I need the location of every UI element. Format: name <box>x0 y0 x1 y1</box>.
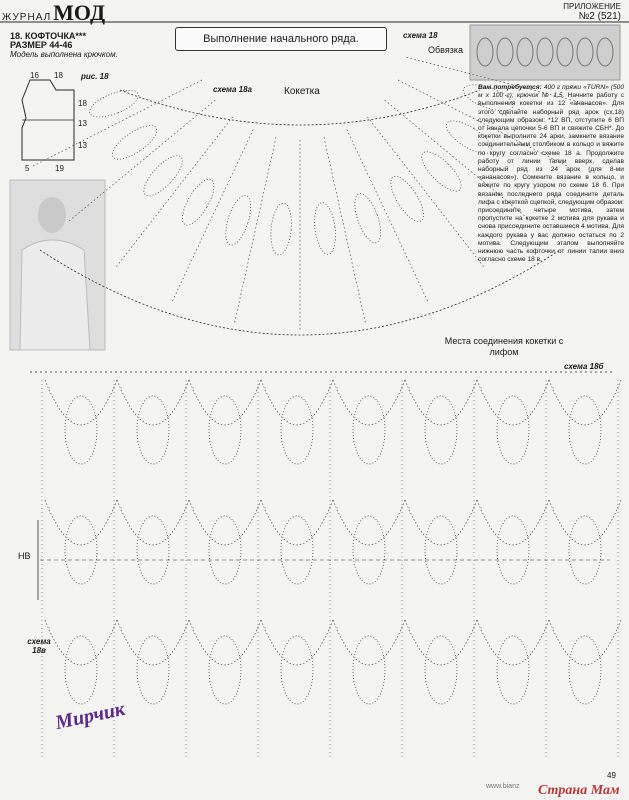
bodice-arch <box>477 380 549 425</box>
bodice-pineapple <box>137 396 169 464</box>
bodice-arch <box>405 500 477 545</box>
bodice-pineapple <box>65 396 97 464</box>
yoke-pineapple <box>269 202 294 256</box>
instructions-text <box>478 84 624 264</box>
yoke-pineapple <box>416 146 467 197</box>
page-number: 49 <box>607 771 616 780</box>
bodice-arch <box>45 620 117 665</box>
bodice-arch <box>45 380 117 425</box>
issue-header <box>563 2 621 22</box>
koketka-label: Кокетка <box>284 86 320 97</box>
model-top <box>20 240 90 350</box>
bodice-arch <box>333 500 405 545</box>
figure-label: рис. 18 <box>81 72 109 81</box>
bodice-arch <box>405 380 477 425</box>
yoke-pineapple <box>107 120 161 166</box>
bodice-pineapple <box>281 396 313 464</box>
bodice-arch <box>549 620 621 665</box>
scheme-18b-label: схема 18б <box>564 362 604 371</box>
dim-right-3: 13 <box>78 141 87 150</box>
waistline-label: НВ <box>18 551 31 561</box>
bodice-arch <box>405 620 477 665</box>
bodice-arch <box>477 500 549 545</box>
dim-top-right: 18 <box>54 71 63 80</box>
bodice-pineapple <box>497 516 529 584</box>
dim-top-left: 16 <box>30 71 39 80</box>
yoke-chain-line <box>116 117 232 267</box>
model-title: 18. КОФТОЧКА*** <box>10 31 86 41</box>
bodice-arch <box>333 620 405 665</box>
bodice-arch <box>189 500 261 545</box>
signature-watermark: Мирчик <box>53 697 127 735</box>
yoke-pineapple <box>312 201 338 255</box>
joins-label: Места соединения кокетки с лифом <box>444 336 564 357</box>
bodice-pineapple <box>281 516 313 584</box>
bodice-arch <box>549 500 621 545</box>
model-note: Модель выполнена крючком. <box>10 50 118 59</box>
yoke-pineapple <box>176 175 220 230</box>
bodice-pineapple <box>65 516 97 584</box>
yoke-chain-line <box>172 130 253 302</box>
bodice-pineapple <box>137 636 169 704</box>
initial-row-box: Выполнение начального ряда. <box>175 27 387 51</box>
yoke-chain-line <box>33 80 202 166</box>
bodice-arch <box>45 500 117 545</box>
instructions-materials: 400 г пряжи «TURN» (500 м х 100 г); крючок № 1,5. <box>478 84 624 100</box>
issue-number: №2 (521) <box>578 11 621 22</box>
bodice-arch <box>189 380 261 425</box>
bodice-pineapple <box>425 516 457 584</box>
site-watermark: Страна Мам <box>538 783 620 798</box>
bodice-arch <box>477 620 549 665</box>
bodice-pineapple <box>209 396 241 464</box>
bodice-arch <box>333 380 405 425</box>
model-size: РАЗМЕР 44-46 <box>10 40 73 50</box>
bodice-pineapple <box>353 636 385 704</box>
dim-right-2: 13 <box>78 119 87 128</box>
bodice-pineapple <box>569 396 601 464</box>
yoke-chain-line <box>347 130 428 302</box>
bodice-arch <box>261 620 333 665</box>
yoke-chain-line <box>235 137 276 322</box>
bodice-pineapple <box>137 516 169 584</box>
yoke-pineapple <box>138 150 188 202</box>
supplement-label: ПРИЛОЖЕНИЕ <box>563 2 621 11</box>
yoke-pineapple <box>221 192 256 248</box>
model-head <box>38 197 66 233</box>
magazine-header <box>2 0 105 26</box>
bodice-pineapple <box>281 636 313 704</box>
instructions-body: Начните работу с выполнения кокетки из 12 «ананасов». Для этого сделайте наборный ряд арок (сх.18) следующим образом: *12 ВП, отступите 6 ВП от начала цепочки 5-6 ВП и свяжите СБН*. До кокетки выполните 24 арки, замкните вязание соединительным столбиком в кольцо и вяжите по кругу согласно схеме 18 а. Продолжите работу от линии талии вверх, сделав наборный ряд из 24 арок (для 8-ми «ананасов»). Сомкните вязание в кольцо, и вяжите по кругу узором по схеме 18 б. При вязании последнего ряда соедините деталь лифа с кокеткой сцепкой, следующим образом: присоедините четыре мотива, затем пропустите на кокетке 2 мотива для рукава и снова присоедините оставшиеся 4 мотива. Для каждого рукава у вас должно остаться по 2 мотива. Следующим этапом выполняйте нижнюю часть кофточки от линии талии вниз согласно схеме 18 в. <box>478 92 624 264</box>
yoke-pineapple <box>86 85 142 123</box>
scheme-18-label: схема 18 <box>403 31 438 40</box>
bodice-pineapple <box>353 516 385 584</box>
bodice-pineapple <box>353 396 385 464</box>
bodice-pineapple <box>425 636 457 704</box>
bodice-arch <box>117 500 189 545</box>
bodice-pineapple <box>65 636 97 704</box>
magazine-small-label: ЖУРНАЛ <box>2 12 52 23</box>
bodice-arch <box>261 500 333 545</box>
yoke-pineapple <box>350 190 386 246</box>
bodice-pineapple <box>209 636 241 704</box>
bodice-arch <box>261 380 333 425</box>
yoke-chain-line <box>69 100 215 221</box>
bodice-arch <box>117 380 189 425</box>
bodice-arch <box>117 620 189 665</box>
yoke-pineapple <box>385 172 430 227</box>
bodice-pineapple <box>569 516 601 584</box>
dim-bottom-left: 5 <box>25 164 30 173</box>
bodice-pineapple <box>497 396 529 464</box>
yoke-chain-line <box>324 137 365 322</box>
bodice-pineapple <box>425 396 457 464</box>
model-title-block <box>10 32 118 59</box>
yoke-chain-line <box>367 117 483 267</box>
magazine-logo: МОД <box>53 0 106 25</box>
instructions-lead: Вам потребуется: <box>478 84 542 91</box>
bodice-arch <box>189 620 261 665</box>
site-watermark-url: www.bianz <box>486 783 520 790</box>
obvyazka-label: Обвязка <box>428 45 463 55</box>
bodice-pineapple <box>209 516 241 584</box>
bodice-pineapple <box>569 636 601 704</box>
bodice-arch <box>549 380 621 425</box>
scheme-18v-label: схема 18в <box>27 637 51 655</box>
bodice-pineapple <box>497 636 529 704</box>
dim-bottom-right: 19 <box>55 164 64 173</box>
scheme-18a-label: схема 18а <box>213 85 252 94</box>
dim-right-1: 18 <box>78 99 87 108</box>
